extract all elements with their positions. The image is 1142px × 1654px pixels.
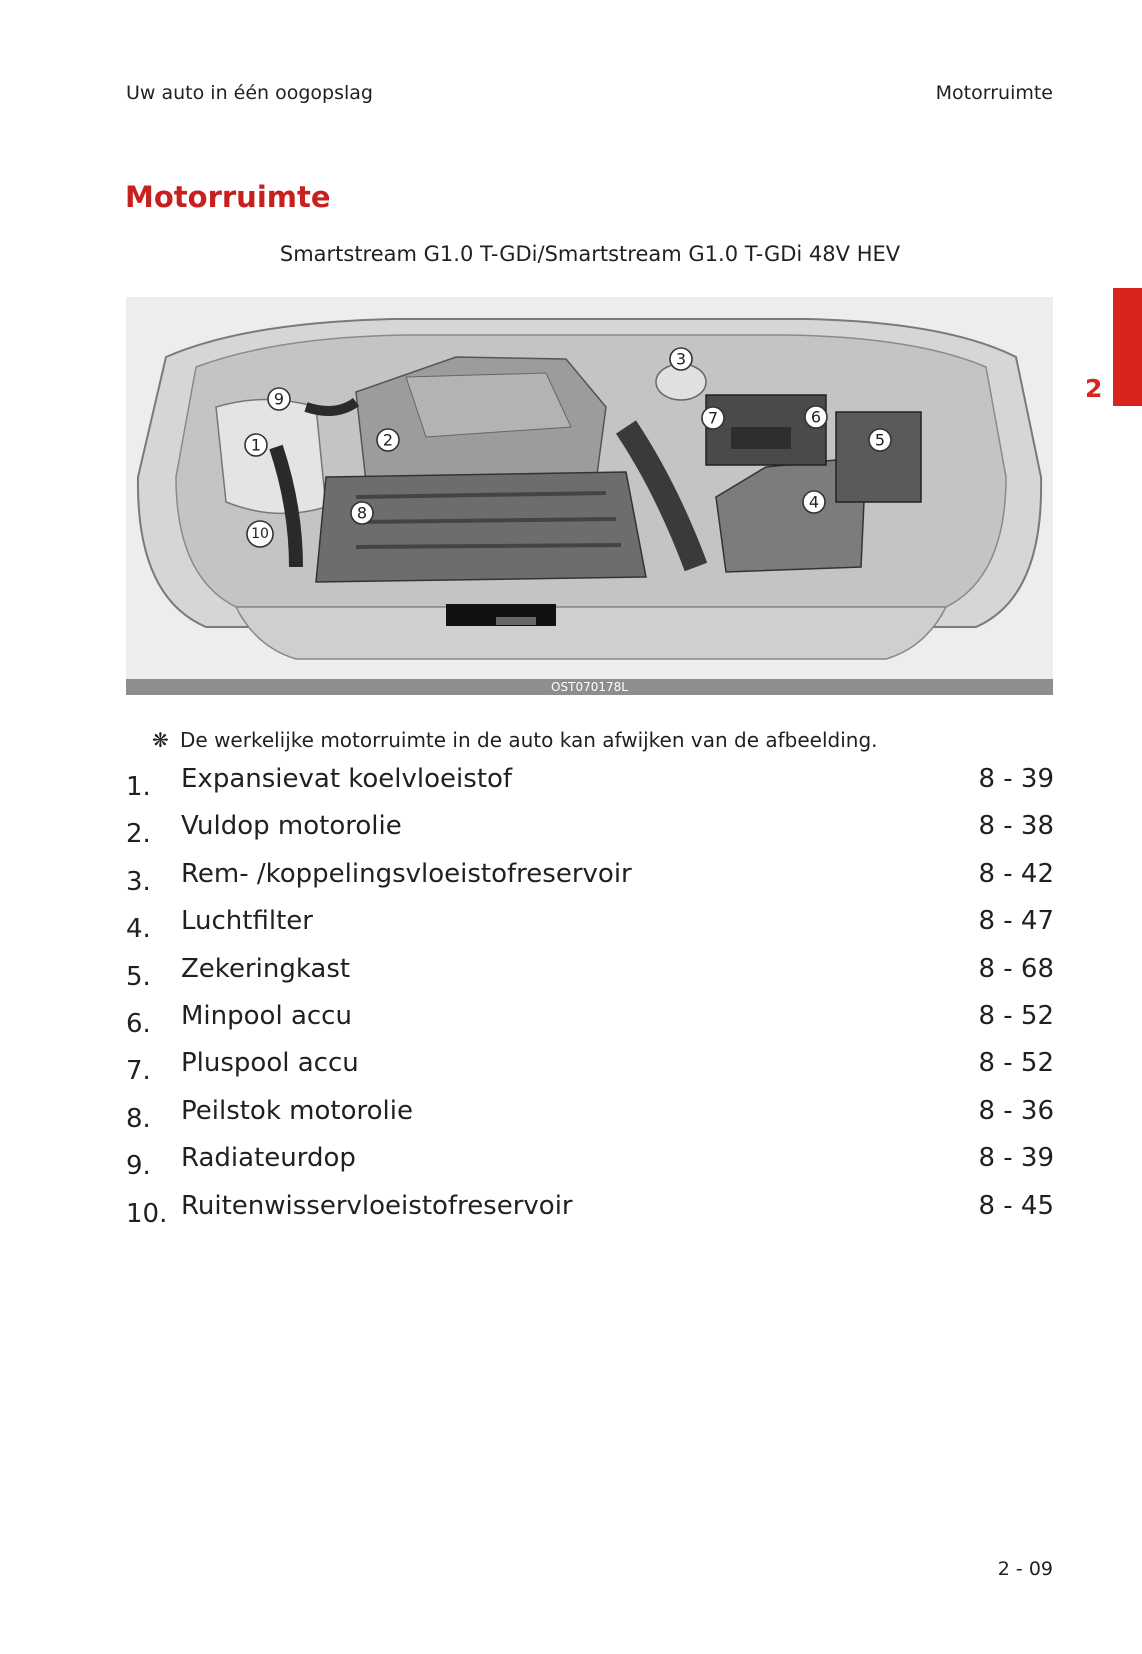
list-item xyxy=(126,859,1054,906)
item-page-ref: 8 - 42 xyxy=(978,858,1054,889)
item-number: 8. xyxy=(126,1103,151,1134)
callout-4 xyxy=(803,491,825,513)
item-number: 5. xyxy=(126,961,151,992)
item-page-ref: 8 - 39 xyxy=(978,764,1054,794)
item-label: Luchtfilter xyxy=(181,906,313,937)
item-label: Expansievat koelvloeistof xyxy=(181,764,513,794)
section-title: Motorruimte xyxy=(125,180,331,214)
engine-bay-figure xyxy=(126,297,1053,695)
list-item xyxy=(126,1143,1054,1190)
callout-5 xyxy=(869,429,891,451)
running-header-left: Uw auto in één oogopslag xyxy=(126,82,373,104)
svg-text:9: 9 xyxy=(273,389,285,409)
figure-code: OST070178L xyxy=(551,680,628,694)
item-label: Radiateurdop xyxy=(181,1143,356,1174)
svg-text:10: 10 xyxy=(251,526,269,542)
svg-text:4: 4 xyxy=(808,492,820,512)
item-number: 10. xyxy=(126,1198,168,1229)
list-item xyxy=(126,1048,1054,1095)
note-asterisk-icon: ❋ xyxy=(152,728,169,752)
item-page-ref: 8 - 52 xyxy=(978,1048,1054,1079)
running-header-right: Motorruimte xyxy=(935,82,1053,104)
page-number: 2 - 09 xyxy=(997,1558,1053,1580)
item-number: 2. xyxy=(126,819,151,850)
svg-text:5: 5 xyxy=(874,430,886,450)
item-number: 4. xyxy=(126,914,151,945)
note-text: De werkelijke motorruimte in de auto kan afwijken van de afbeelding. xyxy=(180,728,878,752)
list-item xyxy=(126,1001,1054,1048)
item-page-ref: 8 - 45 xyxy=(978,1190,1054,1221)
item-page-ref: 8 - 38 xyxy=(978,811,1054,842)
item-label: Zekeringkast xyxy=(181,953,351,984)
figure-note xyxy=(152,728,878,752)
item-number: 1. xyxy=(126,772,151,802)
item-label: Rem- /koppelingsvloeistofreservoir xyxy=(181,858,632,889)
callout-1 xyxy=(245,434,267,456)
list-item xyxy=(126,1191,1054,1238)
callout-6 xyxy=(805,406,827,428)
item-page-ref: 8 - 39 xyxy=(978,1143,1054,1174)
item-page-ref: 8 - 52 xyxy=(978,1000,1054,1031)
svg-text:6: 6 xyxy=(810,407,822,427)
engine-bay-illustration xyxy=(126,297,1053,695)
figure-code-bar xyxy=(126,679,1053,695)
engine-variant-caption: Smartstream G1.0 T-GDi/Smartstream G1.0 T-GDi 48V HEV xyxy=(279,242,901,266)
callout-8 xyxy=(351,502,373,524)
item-page-ref: 8 - 68 xyxy=(978,953,1054,984)
item-number: 7. xyxy=(126,1056,151,1087)
callout-9 xyxy=(268,388,290,410)
chapter-number: 2 xyxy=(1085,374,1103,403)
list-item xyxy=(126,764,1054,811)
list-item xyxy=(126,811,1054,858)
svg-text:2: 2 xyxy=(382,430,394,450)
item-label: Pluspool accu xyxy=(181,1048,359,1079)
parts-list xyxy=(126,764,1054,1238)
list-item xyxy=(126,954,1054,1001)
item-page-ref: 8 - 36 xyxy=(978,1095,1054,1126)
svg-text:7: 7 xyxy=(707,408,719,428)
item-label: Minpool accu xyxy=(181,1000,352,1031)
callout-7 xyxy=(702,407,724,429)
svg-text:1: 1 xyxy=(250,435,262,455)
callout-2 xyxy=(377,429,399,451)
item-number: 9. xyxy=(126,1151,151,1182)
item-label: Ruitenwisservloeistofreservoir xyxy=(181,1190,573,1221)
item-number: 6. xyxy=(126,1008,151,1039)
list-item xyxy=(126,906,1054,953)
callout-3 xyxy=(670,348,692,370)
item-number: 3. xyxy=(126,866,151,897)
svg-text:3: 3 xyxy=(675,349,687,369)
chapter-tab xyxy=(1113,288,1142,406)
item-label: Peilstok motorolie xyxy=(181,1095,413,1126)
svg-text:8: 8 xyxy=(356,503,368,523)
item-label: Vuldop motorolie xyxy=(181,811,402,842)
item-page-ref: 8 - 47 xyxy=(978,906,1054,937)
callout-10 xyxy=(247,521,273,547)
list-item xyxy=(126,1096,1054,1143)
